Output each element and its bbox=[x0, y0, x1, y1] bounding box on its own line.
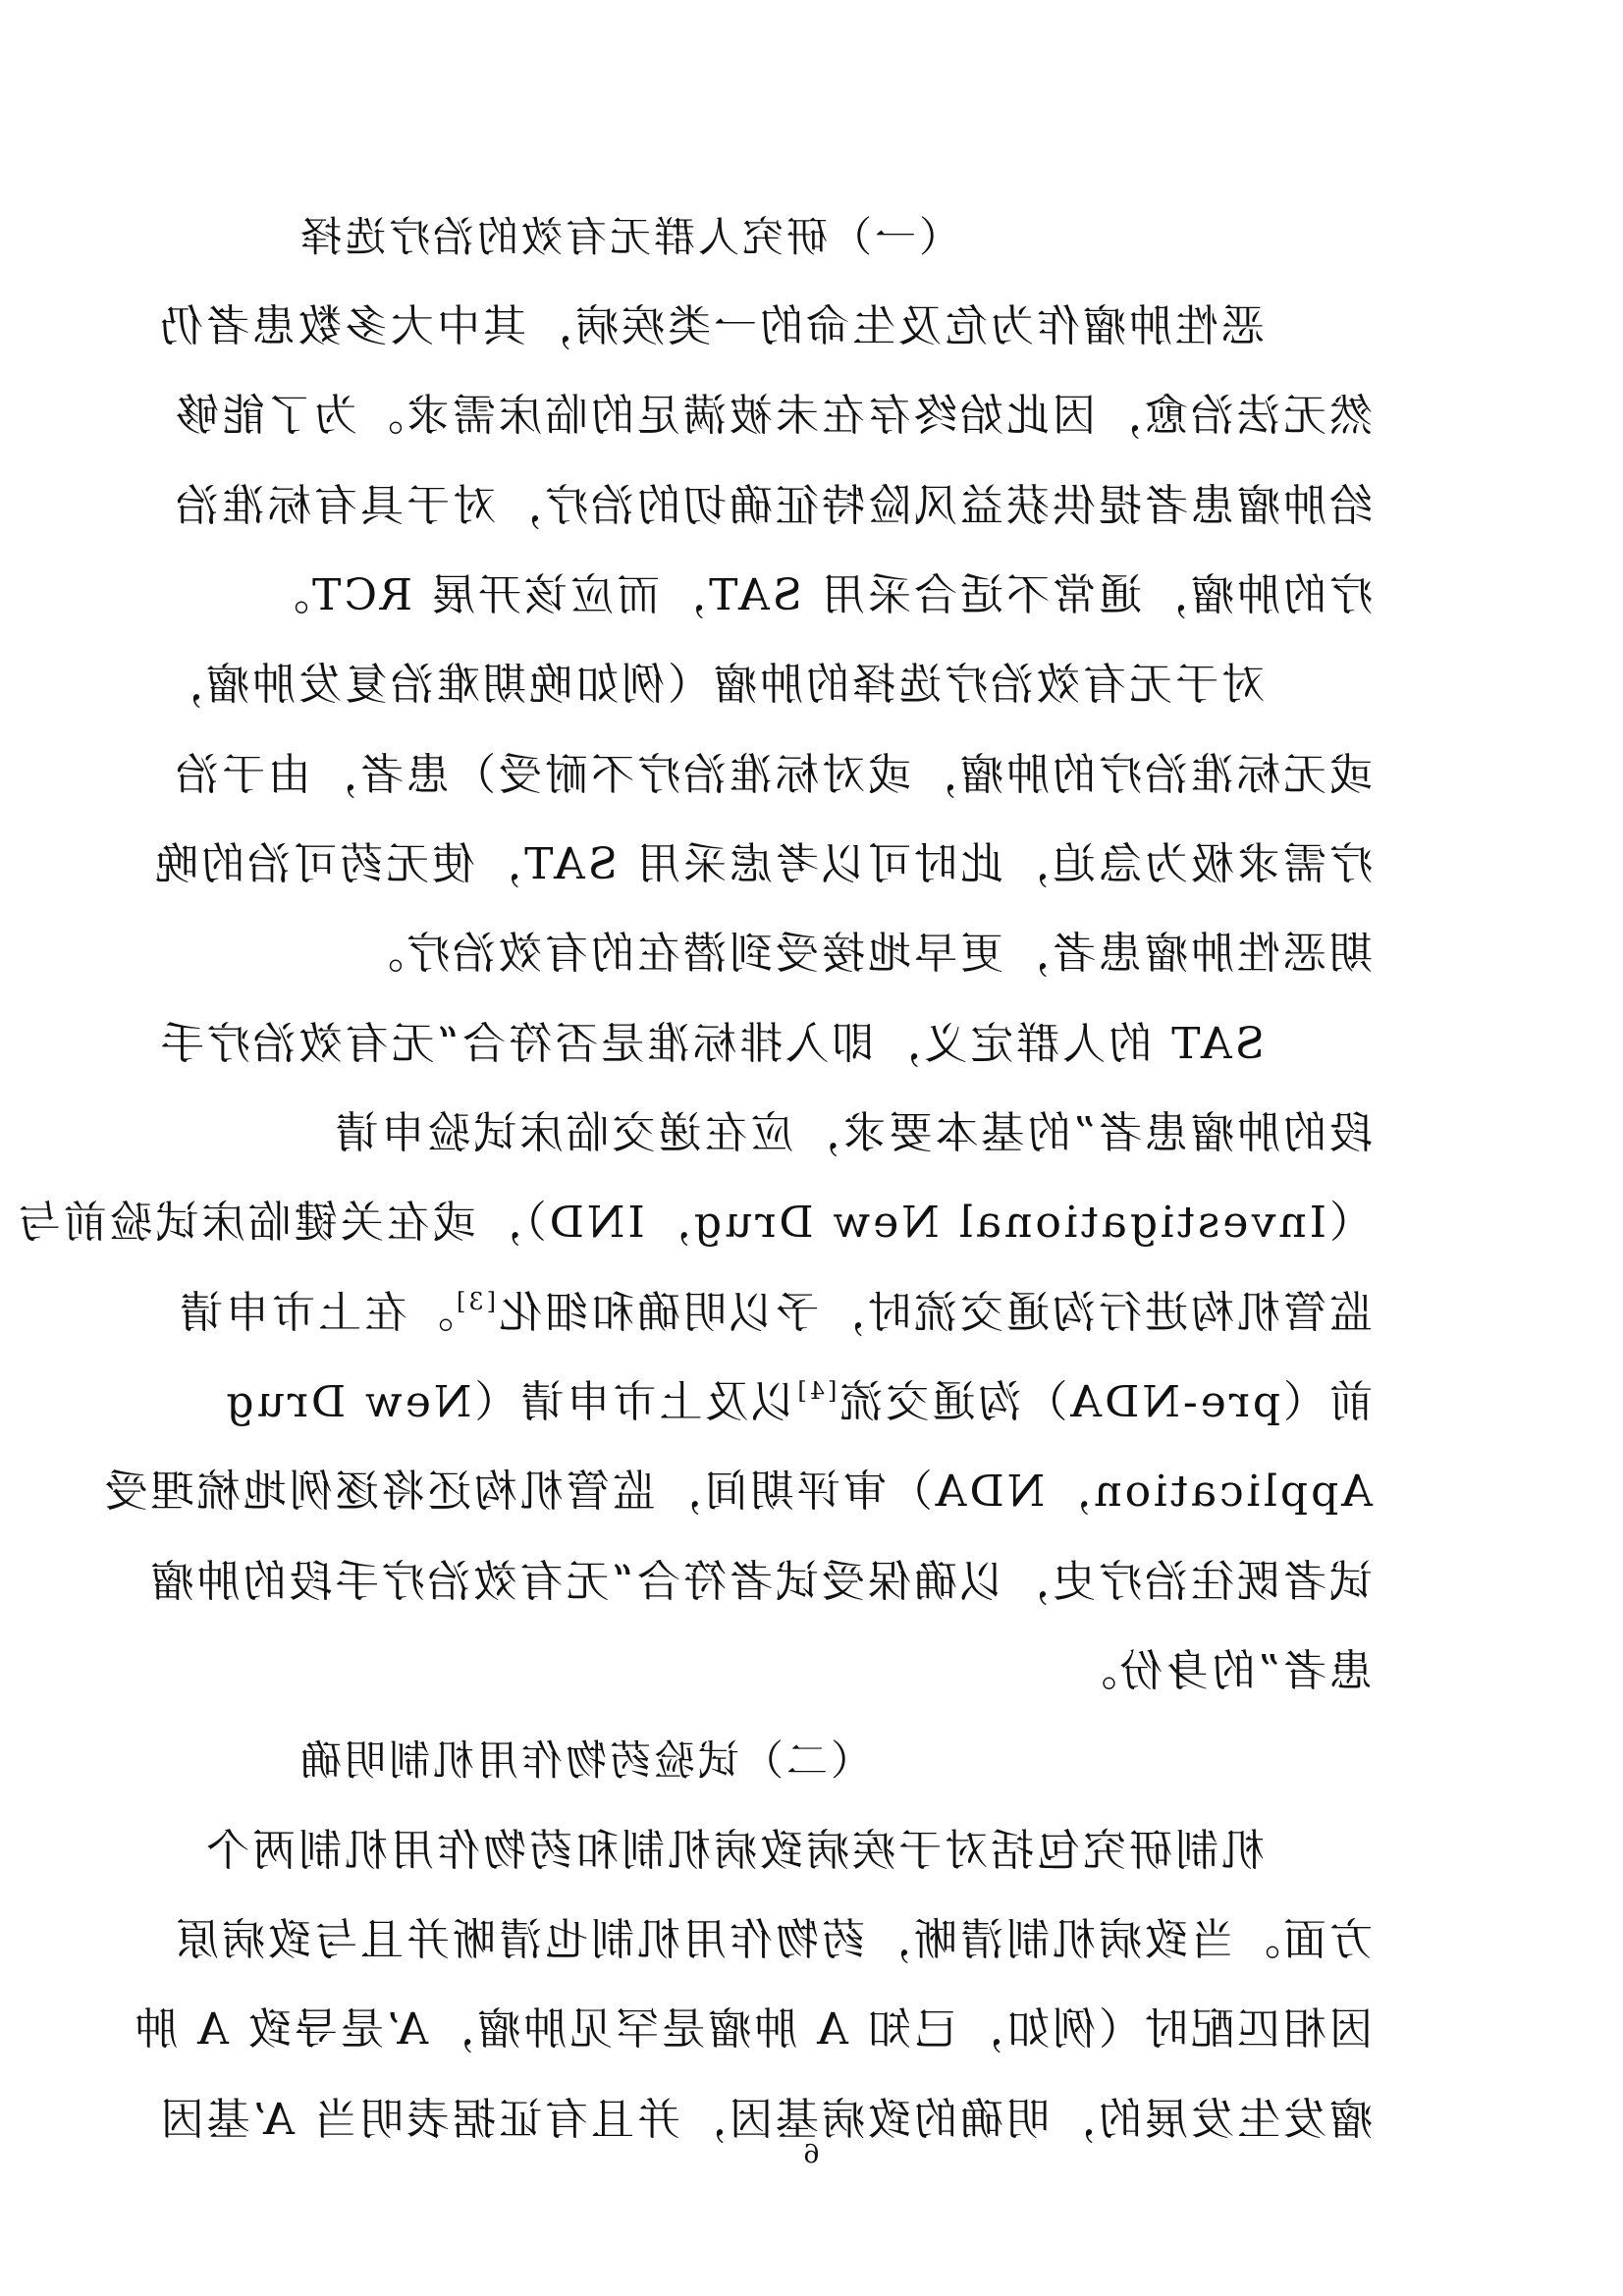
line-text: 恶性肿瘤作为危及生命的一类疾病，其中大多数患者仍 bbox=[157, 301, 1265, 351]
citation-ref: [3] bbox=[454, 1288, 496, 1315]
line-text: 方面。当致病机制清晰，药物作用机制也清晰并且与致病原 bbox=[173, 1915, 1373, 1965]
line-text: 期恶性肿瘤患者，更早地接受到潜在的有效治疗。 bbox=[357, 929, 1373, 979]
text-line bbox=[243, 1104, 1373, 1163]
line-text: 段的肿瘤患者”的基本要求，应在递交临床试验申请 bbox=[332, 1108, 1373, 1158]
line-text: 对于无有效治疗选择的肿瘤（例如晚期难治复发肿瘤， bbox=[157, 660, 1265, 710]
text-line bbox=[157, 656, 1373, 715]
line-text: 疗的肿瘤，通常不适合采用 SAT，而应该开展 RCT。 bbox=[263, 570, 1373, 620]
text-line bbox=[152, 835, 1373, 894]
text-line bbox=[243, 925, 1373, 984]
text-line bbox=[243, 1642, 1373, 1701]
line-text: 因相匹配时（例如，已知 A 肿瘤是罕见肿瘤，A’是导致 A 肿 bbox=[132, 2004, 1373, 2055]
text-line bbox=[173, 387, 1373, 446]
page-number: 6 bbox=[803, 2140, 820, 2169]
text-line bbox=[147, 1553, 1373, 1612]
line-text: 前（pre-NDA）沟通交流 bbox=[837, 1377, 1373, 1427]
line-text: Application，NDA）审评期间，监管机构还将逐例地梳理受 bbox=[101, 1467, 1373, 1517]
text-line bbox=[157, 297, 1373, 356]
text-line bbox=[157, 1015, 1373, 1074]
line-text: 机制研究包括对于疾病致病机制和药物作用机制两个 bbox=[203, 1826, 1265, 1876]
citation-ref: [4] bbox=[794, 1377, 838, 1405]
line-text: （Investigational New Drug，IND），或在关键临床试验前与 bbox=[14, 1198, 1373, 1248]
line-text: 患者”的身份。 bbox=[1070, 1646, 1373, 1696]
line-text: 试者既往治疗史，以确保受试者符合“无有效治疗手段的肿瘤 bbox=[147, 1557, 1373, 1607]
line-text: 给肿瘤患者提供获益风险特征确切的治疗，对于具有标准治 bbox=[173, 481, 1373, 531]
line-text: （二）试验药物作用机制明确 bbox=[297, 1736, 872, 1785]
line-text: 然无法治愈，因此始终存在未被满足的临床需求。为了能够 bbox=[173, 391, 1373, 441]
line-text: 疗需求极为急迫，此时可以考虑采用 SAT，使无药可治的晚 bbox=[152, 839, 1373, 889]
line-text: 监管机构进行沟通交流时，予以明确和细化 bbox=[496, 1288, 1373, 1338]
text-line bbox=[173, 746, 1373, 805]
line-text: （一）研究人群无有效的治疗选择 bbox=[297, 213, 960, 261]
section-heading bbox=[243, 1732, 1373, 1790]
text-line bbox=[177, 1284, 1373, 1343]
text-line bbox=[173, 1911, 1373, 1970]
line-text: SAT 的人群定义，即入排标准是否符合“无有效治疗手 bbox=[157, 1019, 1265, 1069]
text-line bbox=[14, 1194, 1373, 1253]
text-line bbox=[173, 477, 1373, 536]
section-heading bbox=[243, 208, 1373, 267]
text-line bbox=[223, 1373, 1373, 1432]
line-text-continued: 。在上市申请 bbox=[177, 1288, 454, 1338]
line-text: 或无标准治疗的肿瘤，或对标准治疗不耐受）患者，由于治 bbox=[173, 750, 1373, 800]
text-line bbox=[132, 2001, 1373, 2059]
text-line bbox=[243, 566, 1373, 625]
line-text: 瘤发生发展的，明确的致病基因，并且有证据表明当 A’基因 bbox=[157, 2095, 1373, 2145]
line-text-continued: 以及上市申请（New Drug bbox=[223, 1377, 795, 1427]
text-line bbox=[203, 1822, 1373, 1881]
text-line bbox=[101, 1463, 1373, 1522]
